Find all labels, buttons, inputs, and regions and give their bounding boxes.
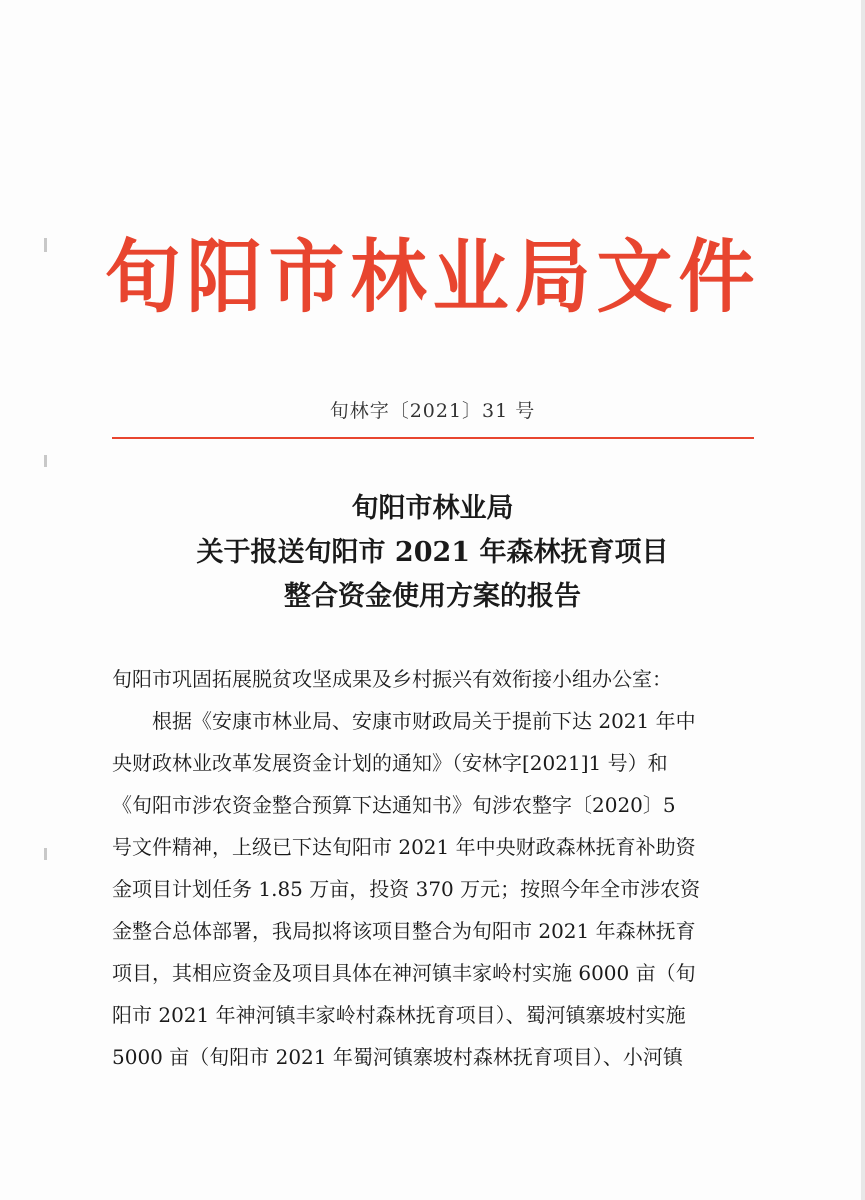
- body-text: [112, 658, 762, 1078]
- scan-mark: [44, 455, 47, 467]
- report-title-line: 旬阳市林业局: [351, 493, 514, 524]
- body-line: 《旬阳市涉农资金整合预算下达通知书》旬涉农整字〔2020〕5: [112, 793, 676, 817]
- letterhead-title: 旬阳市林业局文件: [104, 229, 761, 324]
- scan-mark: [44, 848, 47, 860]
- body-line: 金项目计划任务 1.85 万亩，投资 370 万元；按照今年全市涉农资: [112, 877, 701, 901]
- report-title-line: 关于报送旬阳市 2021 年森林抚育项目: [196, 537, 669, 568]
- addressee: 旬阳市巩固拓展脱贫攻坚成果及乡村振兴有效衔接小组办公室：: [112, 667, 672, 691]
- body-line: 根据《安康市林业局、安康市财政局关于提前下达 2021 年中: [152, 709, 696, 733]
- body-line: 阳市 2021 年神河镇丰家岭村森林抚育项目）、蜀河镇寨坡村实施: [112, 1003, 686, 1027]
- body-line: 项目，其相应资金及项目具体在神河镇丰家岭村实施 6000 亩（旬: [112, 961, 696, 985]
- body-line: 金整合总体部署，我局拟将该项目整合为旬阳市 2021 年森林抚育: [112, 919, 696, 943]
- red-divider: [112, 437, 754, 439]
- body-line: 5000 亩（旬阳市 2021 年蜀河镇寨坡村森林抚育项目）、小河镇: [112, 1045, 683, 1069]
- body-line: 央财政林业改革发展资金计划的通知》（安林字[2021]1 号）和: [112, 751, 668, 775]
- report-title: [0, 487, 865, 619]
- body-line: 号文件精神，上级已下达旬阳市 2021 年中央财政森林抚育补助资: [112, 835, 696, 859]
- report-title-line: 整合资金使用方案的报告: [284, 581, 581, 612]
- document-number: 旬林字〔2021〕31 号: [329, 400, 536, 422]
